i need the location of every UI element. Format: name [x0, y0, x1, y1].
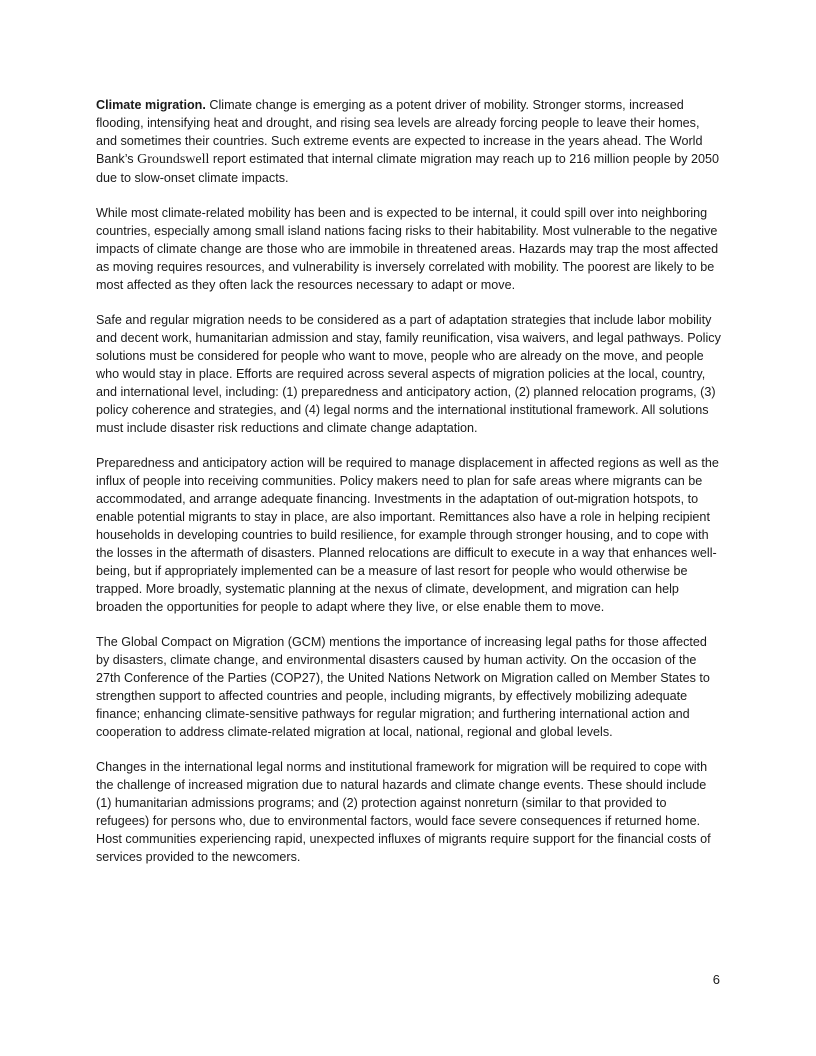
- page-number: 6: [712, 972, 720, 987]
- paragraph-climate-migration: [96, 96, 722, 187]
- paragraph-preparedness: Preparedness and anticipatory action will be required to manage displacement in affected regions as well as the influx of people into receiving communities. Policy makers need to plan for safe areas where migrants can be accommodated, and arrange adequate financing. Investments in the adaptation of out-migration hotspots, to enable potential migrants to stay in place, are also important. Remittances also have a role in helping recipient households in developing countries to build resilience, for example through stronger housing, and to cope with the losses in the aftermath of disasters. Planned relocations are difficult to execute in a way that enhances well-being, but if appropriately implemented can be a measure of last resort for people who would otherwise be trapped. More broadly, systematic planning at the nexus of climate, development, and migration can help broaden the opportunities for people to adapt where they live, or else enable them to move.: [96, 456, 719, 614]
- paragraph-text: Climate change is emerging as a potent driver of mobility. Stronger storms, increased flooding, intensifying heat and drought, and rising sea levels are already forcing people to leave their homes, and sometimes their countries. Such extreme events are expected to increase in the years ahead. The World Bank’s: [96, 98, 703, 166]
- report-title-reference: Groundswell: [137, 152, 210, 167]
- paragraph-global-compact: The Global Compact on Migration (GCM) mentions the importance of increasing legal paths for those affected by disasters, climate change, and environmental disasters caused by human activity. On the occasion of the 27th Conference of the Parties (COP27), the United Nations Network on Migration called on Member States to strengthen support to affected countries and people, including migrants, by effectively mobilizing adequate finance; enhancing climate-sensitive pathways for regular migration; and furthering international action and cooperation to address climate-related migration at local, national, regional and global levels.: [96, 635, 710, 739]
- paragraph-internal-mobility: While most climate-related mobility has been and is expected to be internal, it could spill over into neighboring countries, especially among small island nations facing risks to their habitability. Most vulnerable to the negative impacts of climate change are those who are immobile in threatened areas. Hazards may trap the most affected as moving requires resources, and vulnerability is inversely correlated with mobility. The poorest are likely to be most affected as they often lack the resources necessary to adapt or move.: [96, 206, 719, 292]
- paragraph-safe-regular-migration: Safe and regular migration needs to be considered as a part of adaptation strategies that include labor mobility and decent work, humanitarian admission and stay, family reunification, visa waivers, and legal pathways. Policy solutions must be considered for people who want to move, people who are already on the move, and people who would stay in place. Efforts are required across several aspects of migration policies at the local, country, and international level, including: (1) preparedness and anticipatory action, (2) planned relocation programs, (3) policy coherence and strategies, and (4) legal norms and the international institutional framework. All solutions must include disaster risk reductions and climate change adaptation.: [96, 313, 721, 435]
- section-lead-heading: Climate migration.: [96, 98, 206, 112]
- paragraph-text: report estimated that internal climate migration may reach up to 216 million people by 2050 due to slow-onset climate impacts.: [96, 152, 720, 185]
- document-body: [96, 96, 722, 883]
- paragraph-legal-norms: Changes in the international legal norms and institutional framework for migration will be required to cope with the challenge of increased migration due to natural hazards and climate change events. These should include (1) humanitarian admissions programs; and (2) protection against nonreturn (similar to that provided to refugees) for persons who, due to environmental factors, would face severe consequences if returned home. Host communities experiencing rapid, unexpected influxes of migrants require support for the financial costs of services provided to the newcomers.: [96, 760, 711, 864]
